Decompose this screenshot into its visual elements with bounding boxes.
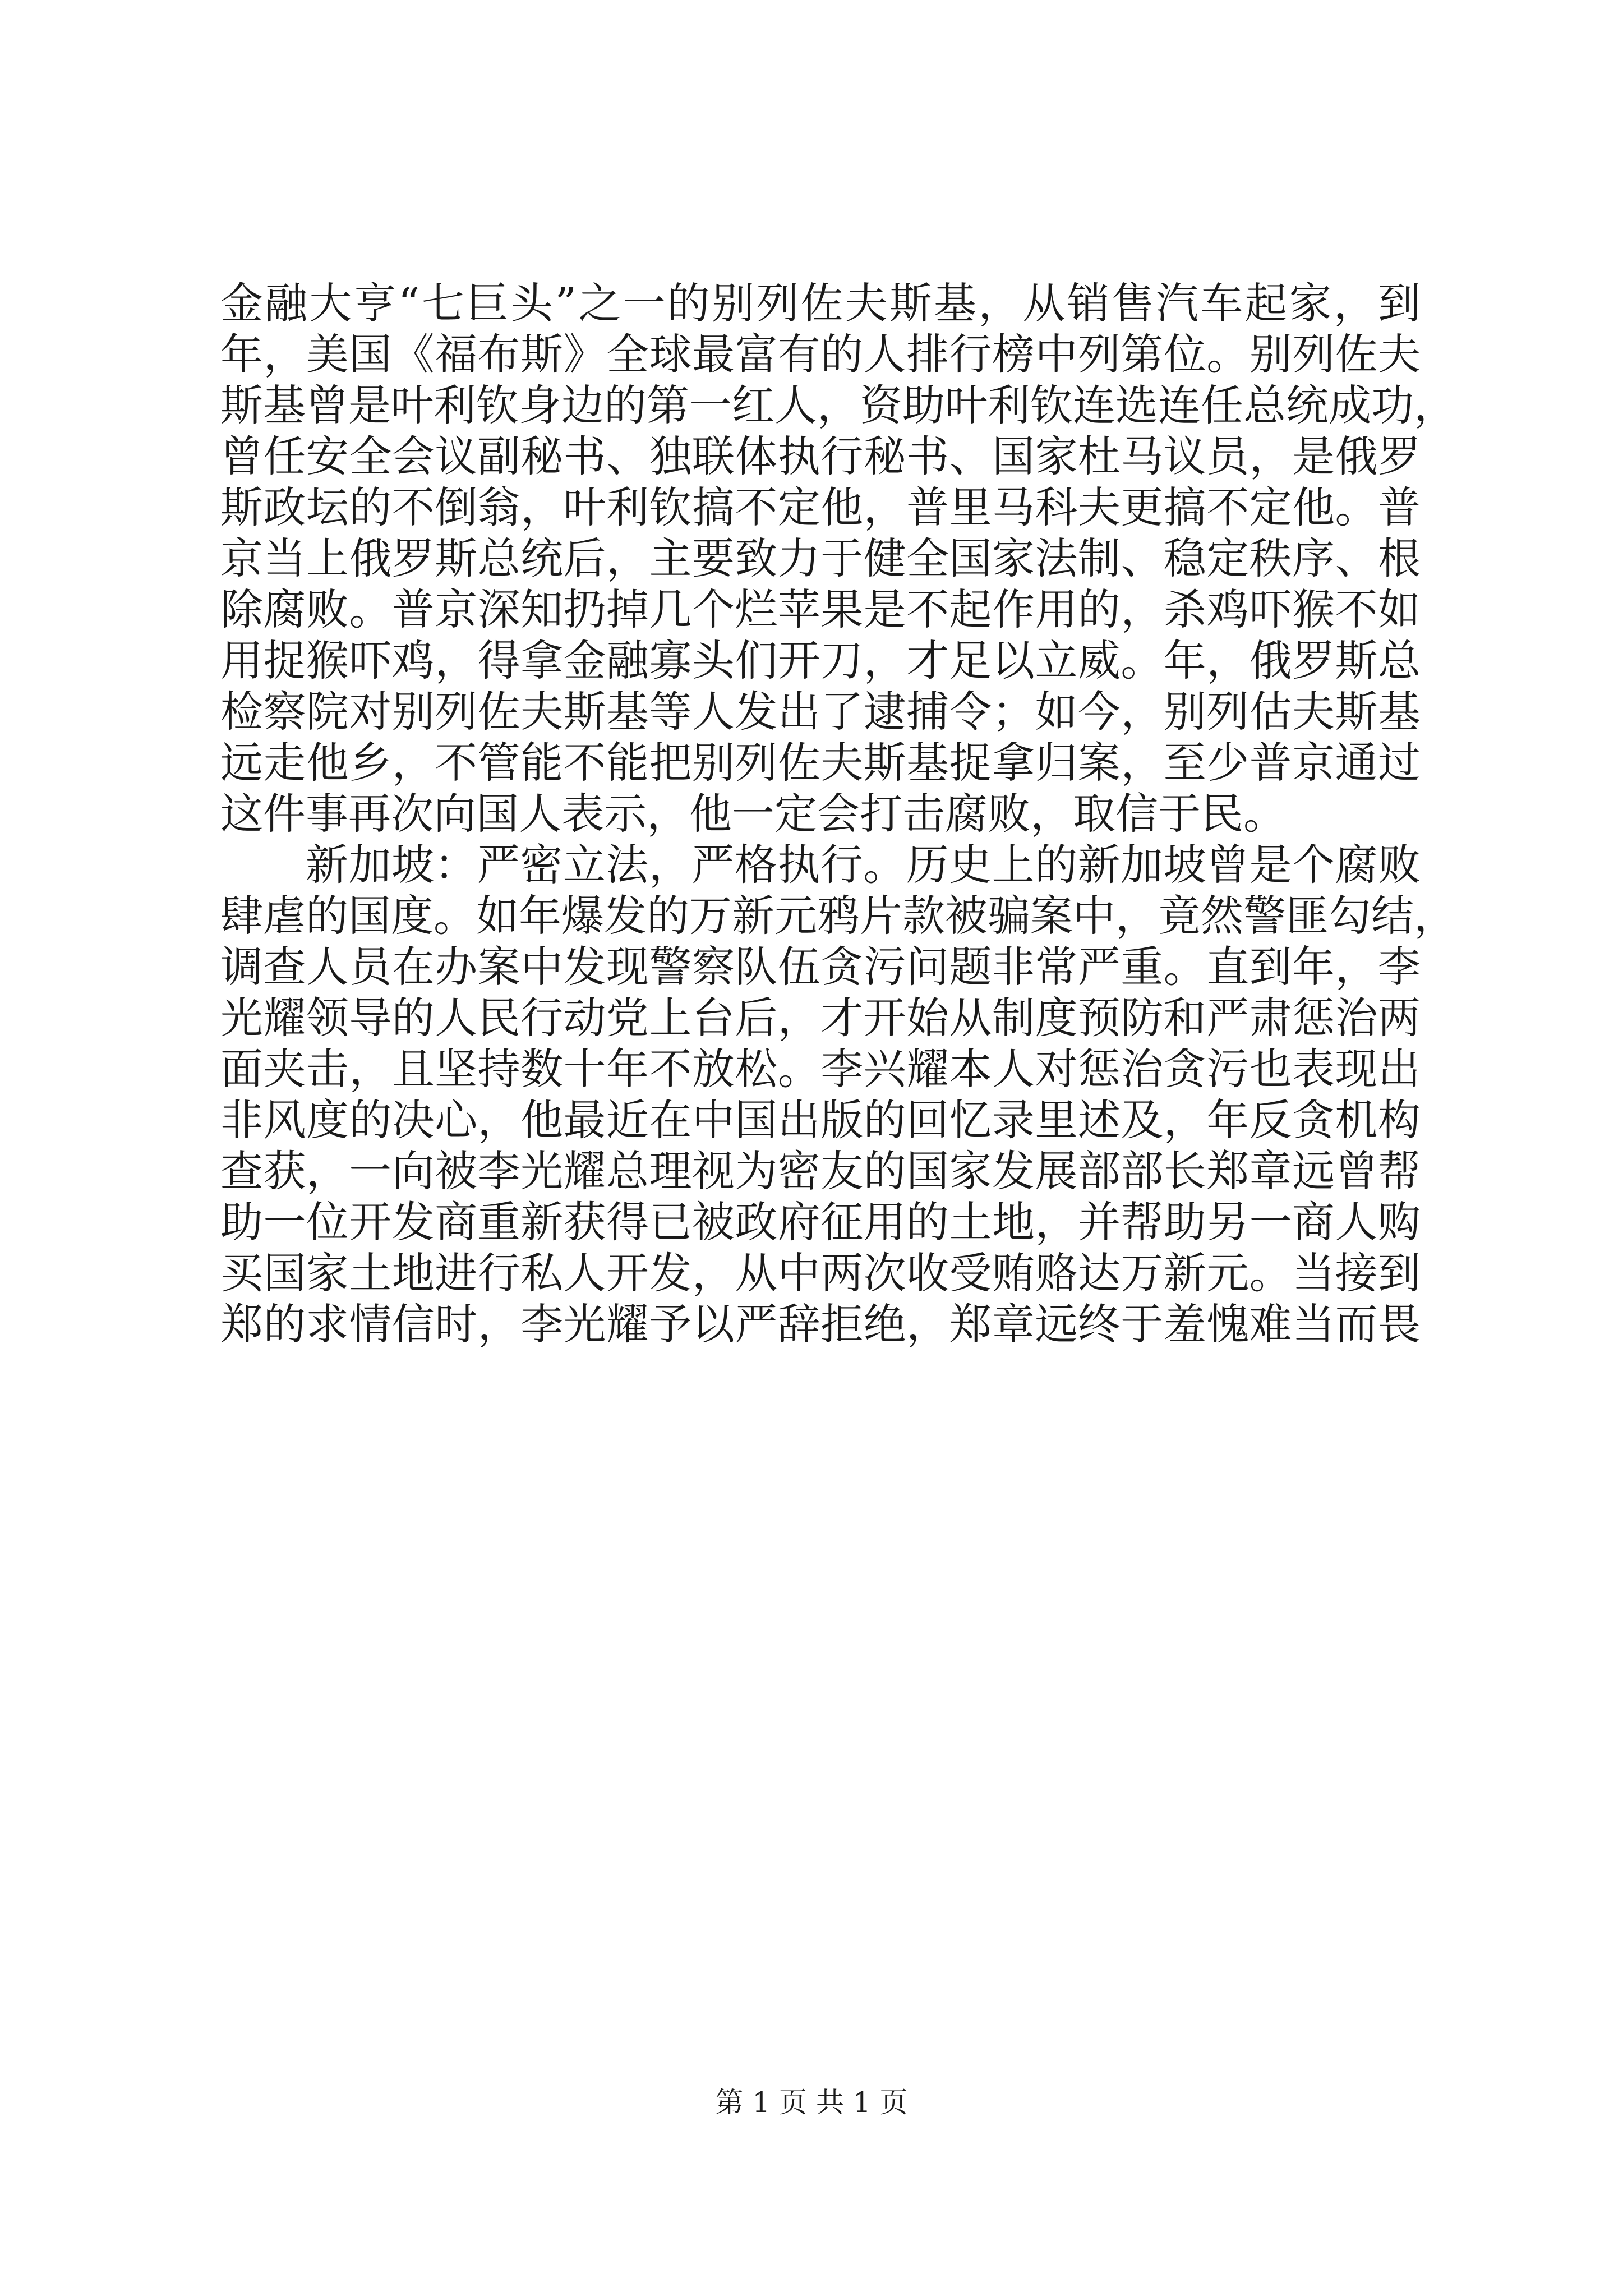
text-line: 查获，一向被李光耀总理视为密友的国家发展部部长郑章远曾帮 [220,1146,1421,1196]
text-line: 用捉猴吓鸡，得拿金融寡头们开刀，才足以立威。年，俄罗斯总 [220,636,1421,685]
text-line: 新加坡：严密立法，严格执行。历史上的新加坡曾是个腐败 [306,840,1421,890]
text-line: 金融大亨“七巨头”之一的别列佐夫斯基，从销售汽车起家，到 [220,278,1421,328]
page-footer [0,2086,1623,2119]
text-line: 检察院对别列佐夫斯基等人发出了逮捕令；如今，别列估夫斯基 [220,687,1421,737]
text-line: 郑的求情信时，李光耀予以严辞拒绝，郑章远终于羞愧难当而畏 [220,1299,1421,1349]
text-line: 远走他乡，不管能不能把别列佐夫斯基捉拿归案，至少普京通过 [220,738,1421,788]
text-line: 非风度的决心，他最近在中国出版的回忆录里述及，年反贪机构 [220,1095,1421,1145]
text-line: 光耀领导的人民行动党上台后，才开始从制度预防和严肃惩治两 [220,993,1421,1043]
text-line: 京当上俄罗斯总统后，主要致力于健全国家法制、稳定秩序、根 [220,533,1421,583]
page-number-label: 第 1 页 共 1 页 [715,2086,908,2119]
text-line: 除腐败。普京深知扔掉几个烂苹果是不起作用的，杀鸡吓猴不如 [220,585,1421,634]
text-line: 买国家土地进行私人开发，从中两次收受贿赂达万新元。当接到 [220,1248,1421,1298]
text-line: 这件事再次向国人表示，他一定会打击腐败，取信于民。 [220,789,1286,839]
text-line: 年，美国《福布斯》全球最富有的人排行榜中列第位。别列佐夫 [220,329,1421,379]
text-line: 肆虐的国度。如年爆发的万新元鸦片款被骗案中，竟然警匪勾结， [220,891,1456,941]
text-line: 助一位开发商重新获得已被政府征用的土地，并帮助另一商人购 [220,1197,1421,1247]
text-line: 斯政坛的不倒翁，叶利钦搞不定他，普里马科夫更搞不定他。普 [220,482,1421,532]
body-text [220,278,1456,1350]
text-line: 斯基曾是叶利钦身边的第一红人，资助叶利钦连选连任总统成功， [220,380,1456,430]
text-line: 调查人员在办案中发现警察队伍贪污问题非常严重。直到年，李 [220,942,1421,992]
text-line: 面夹击，且坚持数十年不放松。李兴耀本人对惩治贪污也表现出 [220,1044,1421,1094]
text-line: 曾任安全会议副秘书、独联体执行秘书、国家杜马议员，是俄罗 [220,431,1421,481]
